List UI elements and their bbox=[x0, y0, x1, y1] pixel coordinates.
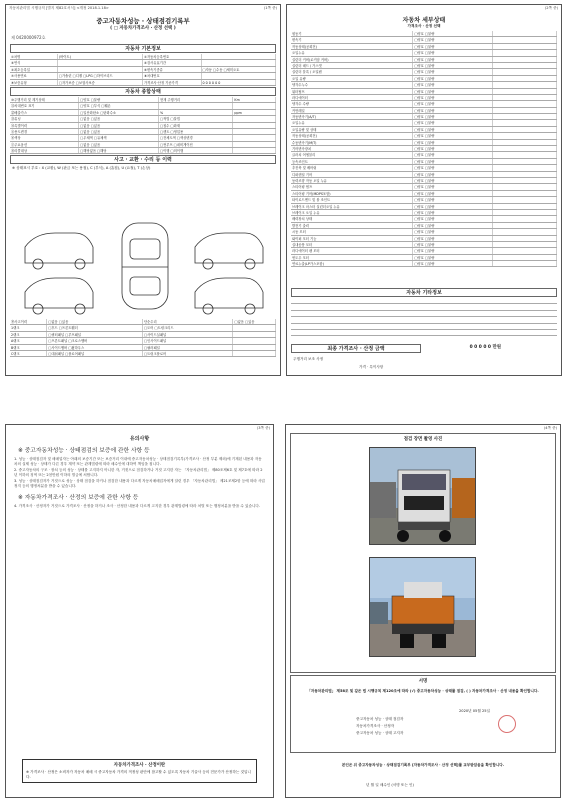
table-cell: 가격조사·산정 기준가격 bbox=[143, 80, 202, 85]
detail-item-state: □양호 □불량 bbox=[413, 210, 493, 215]
table-cell: □후드 □프론트휀더 bbox=[47, 325, 143, 330]
heading-2: ※ 자동차가격조사 · 산정의 보증에 관한 사항 등 bbox=[18, 494, 139, 501]
detail-item-state: □양호 □불량 bbox=[413, 31, 493, 36]
table-cell bbox=[58, 67, 143, 72]
detail-item-state: □양호 □불량 bbox=[413, 152, 493, 157]
detail-item-note bbox=[493, 63, 557, 68]
detail-item-state: □양호 □불량 bbox=[413, 37, 493, 42]
table-cell: Km bbox=[233, 97, 276, 102]
detail-item-state: □양호 □불량 bbox=[413, 69, 493, 74]
table-cell: ⑧차대번호 bbox=[143, 73, 202, 78]
overall-state-header: 자동차 종합상태 bbox=[10, 87, 276, 96]
page-1 bbox=[5, 4, 281, 376]
table-cell: □인사이드패널 bbox=[143, 338, 233, 343]
history-table bbox=[6, 319, 280, 357]
detail-item-label: 오일유량 및 상태 bbox=[291, 127, 413, 132]
detail-item-label: 워터펌프 bbox=[291, 89, 413, 94]
detail-item-label: 스티어링 펌프 bbox=[291, 184, 413, 189]
table-cell: □전체도색 □색상변경 bbox=[159, 135, 233, 140]
table-cell: □필러패널 bbox=[143, 345, 233, 350]
truck-front-illustration bbox=[370, 448, 476, 545]
table-cell: ⑥변속기종류 bbox=[143, 67, 202, 72]
table-cell: □이행 □미이행 bbox=[159, 148, 233, 153]
detail-table bbox=[287, 31, 561, 267]
detail-item-label: 연료누출(LP가스포함) bbox=[291, 261, 413, 266]
detail-item-note bbox=[493, 140, 557, 145]
detail-item-note bbox=[493, 248, 557, 253]
table-cell: ⑱리콜대상 bbox=[10, 148, 79, 153]
detail-item-note bbox=[493, 223, 557, 228]
table-cell: ⑲사고이력 bbox=[10, 319, 47, 324]
detail-item-state: □양호 □불량 bbox=[413, 89, 493, 94]
inspection-photo-front bbox=[369, 447, 476, 545]
table-cell bbox=[233, 129, 276, 134]
detail-item-label: 배력장치 상태 bbox=[291, 216, 413, 221]
table-cell bbox=[202, 73, 276, 78]
detail-item-note bbox=[493, 114, 557, 119]
truck-rear-illustration bbox=[370, 558, 476, 657]
overall-state-table bbox=[10, 97, 276, 155]
table-cell: ⑦사용연료 bbox=[10, 73, 58, 78]
table-cell: ⑯색상 bbox=[10, 135, 79, 140]
detail-row bbox=[291, 261, 557, 267]
page-1-title: 중고자동차성능 · 상태점검기록부 bbox=[96, 17, 190, 25]
detail-item-note bbox=[493, 165, 557, 170]
detail-item-note bbox=[493, 242, 557, 247]
page-1-subtitle: ( □ 자동차가격조사 · 산정 선택 ) bbox=[110, 26, 176, 31]
stamp bbox=[498, 715, 516, 733]
table-cell: (바이트) bbox=[58, 54, 143, 59]
page-1-top-left: 자동차관리법 시행규칙 [별지 제82호서식] <개정 2018.1.18> bbox=[9, 6, 109, 10]
detail-item-label: 동력조향 작동 오일 누유 bbox=[291, 178, 413, 183]
table-cell: ⑤최초등록일 bbox=[10, 67, 58, 72]
table-cell: □프론트패널 □크로스멤버 bbox=[47, 338, 143, 343]
detail-item-label: 오일 유량 bbox=[291, 76, 413, 81]
table-cell: ①차명 bbox=[10, 54, 58, 59]
table-cell: □양호 □부식 □훼손 bbox=[79, 103, 159, 108]
page-1-top-right: (1쪽 중) bbox=[263, 6, 277, 10]
mileage-label: 주행거리 보조 사정 bbox=[293, 357, 324, 361]
detail-item-note bbox=[493, 31, 557, 36]
doc-number: 제 0420000972호 bbox=[11, 35, 46, 40]
detail-item-label: 원동기 bbox=[291, 31, 413, 36]
detail-item-note bbox=[493, 152, 557, 157]
table-cell: 현재 주행거리 bbox=[159, 97, 233, 102]
detail-item-state: □양호 □불량 bbox=[413, 178, 493, 183]
detail-item-label: 수동변속기(M/T) bbox=[291, 140, 413, 145]
table-cell: ④검사유효기간 bbox=[143, 60, 202, 65]
page-1-form bbox=[6, 43, 280, 172]
table-cell: □없음 □있음 bbox=[233, 319, 276, 324]
detail-item-state: □양호 □불량 bbox=[413, 248, 493, 253]
detail-item-state: □양호 □불량 bbox=[413, 229, 493, 234]
other-info-header: 자동차 기타정보 bbox=[291, 288, 557, 297]
detail-item-state: □양호 □불량 bbox=[413, 127, 493, 132]
detail-item-note bbox=[493, 95, 557, 100]
page-4 bbox=[285, 424, 561, 798]
detail-item-note bbox=[493, 159, 557, 164]
detail-item-note bbox=[493, 101, 557, 106]
table-cell: □없음 □있음 bbox=[47, 319, 143, 324]
info-box-text: ※ 가격조사 · 산정은 소비자가 자동차 매매 시 중고자동차 가격의 적정성 판단에 참고할 수 있도록 자동차 기술사 등의 전문가가 산정하는 것입니다. bbox=[26, 770, 251, 779]
detail-item-note bbox=[493, 229, 557, 234]
receiver-line: 년 월 일 매수인 (서명 또는 인) bbox=[366, 783, 414, 787]
detail-item-state: □양호 □불량 bbox=[413, 108, 493, 113]
detail-item-note bbox=[493, 37, 557, 42]
detail-item-note bbox=[493, 261, 557, 266]
other-info-row bbox=[291, 330, 557, 336]
table-cell bbox=[202, 60, 276, 65]
sign-frame bbox=[290, 675, 556, 753]
accident-note: ※ 상태표시 부호 : X (교환), W (판금 또는 용접), C (부식), A (흠집), U (요철), T (손상) bbox=[12, 166, 151, 171]
table-cell bbox=[202, 54, 276, 59]
detail-item-note bbox=[493, 76, 557, 81]
basic-info-table bbox=[10, 54, 276, 86]
table-cell: □자가보증 □보험사보증 bbox=[58, 80, 143, 85]
detail-item-note bbox=[493, 44, 557, 49]
table-cell: % bbox=[159, 110, 233, 115]
table-cell: □도어 □트렁크리드 bbox=[143, 325, 233, 330]
table-cell: ⑨보증유형 bbox=[10, 80, 58, 85]
detail-item-note bbox=[493, 216, 557, 221]
detail-item-label: 라디에이터 bbox=[291, 95, 413, 100]
table-cell: □대쉬패널 □플로어패널 bbox=[47, 351, 143, 356]
detail-item-note bbox=[493, 178, 557, 183]
detail-item-note bbox=[493, 120, 557, 125]
page-3 bbox=[5, 424, 274, 798]
table-cell bbox=[58, 60, 143, 65]
final-price-amount: 0 0 0 0 0 만원 bbox=[469, 345, 501, 350]
table-cell bbox=[233, 142, 276, 147]
detail-item-note bbox=[493, 172, 557, 177]
detail-item-label: 작동상태(공회전) bbox=[291, 133, 413, 138]
table-cell bbox=[233, 103, 276, 108]
detail-item-note bbox=[493, 108, 557, 113]
detail-item-state: □양호 □불량 bbox=[413, 172, 493, 177]
trailer-label: 가격 · 특이사항 bbox=[359, 365, 384, 369]
detail-item-note bbox=[493, 184, 557, 189]
detail-item-state: □양호 □불량 bbox=[413, 140, 493, 145]
page-4-top-right: (4쪽 중) bbox=[543, 426, 557, 430]
note-1: 1. 성능 · 상태점검자 및 매매업자는 아래의 보증기간 또는 보증거리 이내에 중고자동차성능 · 상태점검기록부(가격조사 · 산정 부분 제외)에 기재된 내용과 자동차의 실제 성능 · 상태가 다른 경우 계약 또는 관계법령에 따라 매수인에 대하여 책임을 집니다. bbox=[14, 457, 262, 466]
detail-item-label: 브레이크 마스터 실린더오일 누유 bbox=[291, 204, 413, 209]
other-info-table bbox=[287, 298, 561, 336]
detail-item-label: 디퍼렌셜 기어 bbox=[291, 172, 413, 177]
detail-item-note bbox=[493, 89, 557, 94]
page-3-title: 유의사항 bbox=[129, 436, 150, 442]
detail-item-label: 발전기 출력 bbox=[291, 223, 413, 228]
detail-item-state: □양호 □불량 bbox=[413, 197, 493, 202]
table-cell: □무채색 □유채색 bbox=[79, 135, 159, 140]
table-cell: ⑬튜닝 bbox=[10, 116, 79, 121]
detail-item-state: □양호 □불량 bbox=[413, 223, 493, 228]
detail-item-label: 시동 모터 bbox=[291, 229, 413, 234]
table-cell bbox=[233, 332, 276, 337]
detail-item-label: 오일누유 bbox=[291, 120, 413, 125]
table-cell: ⑰주요옵션 bbox=[10, 142, 79, 147]
page-2-top-right: (2쪽 중) bbox=[544, 6, 558, 10]
detail-item-label: 실린더 커버(로커암 커버) bbox=[291, 57, 413, 62]
table-cell: ⑭특별이력 bbox=[10, 123, 79, 128]
table-cell bbox=[233, 123, 276, 128]
table-cell: □사이드실패널 bbox=[143, 332, 233, 337]
table-cell: C랭크 bbox=[10, 351, 47, 356]
detail-item-label: 기어변속장치 bbox=[291, 146, 413, 151]
table-cell: ⑪차대번호 표기 bbox=[10, 103, 79, 108]
detail-item-state: □양호 □불량 bbox=[413, 184, 493, 189]
detail-item-state: □양호 □불량 bbox=[413, 242, 493, 247]
detail-item-state: □양호 □불량 bbox=[413, 165, 493, 170]
signer-2: 자동차가격조사 · 산정자 bbox=[356, 724, 395, 728]
table-cell bbox=[233, 135, 276, 140]
detail-item-state: □양호 □불량 bbox=[413, 57, 493, 62]
signer-3: 중고자동차 성능 · 상태 고지자 bbox=[356, 731, 404, 735]
page-2 bbox=[286, 4, 562, 376]
detail-item-label: 타이로드엔드 및 볼 조인트 bbox=[291, 197, 413, 202]
detail-item-label: 클러치 어셈블리 bbox=[291, 152, 413, 157]
table-row bbox=[10, 351, 276, 357]
table-cell: □해당없음 □해당 bbox=[79, 148, 159, 153]
table-cell bbox=[233, 338, 276, 343]
table-cell bbox=[159, 103, 233, 108]
table-cell: 2랭크 bbox=[10, 332, 47, 337]
table-row bbox=[10, 80, 276, 86]
table-cell: □없음 □있음 bbox=[79, 142, 159, 147]
page-3-top-right: (3쪽 중) bbox=[256, 426, 270, 430]
detail-item-label: 실내송풍 모터 bbox=[291, 242, 413, 247]
detail-item-state: □양호 □불량 bbox=[413, 63, 493, 68]
table-cell: □트렁크플로어 bbox=[143, 351, 233, 356]
table-cell: ②자동차등록번호 bbox=[143, 54, 202, 59]
info-box-title: 자동차가격조사 · 산정이란 bbox=[113, 762, 166, 768]
detail-item-note bbox=[493, 57, 557, 62]
detail-item-state: □양호 □불량 bbox=[413, 44, 493, 49]
detail-item-state: □양호 □불량 bbox=[413, 95, 493, 100]
table-cell: □적법 □불법 bbox=[159, 116, 233, 121]
detail-item-label: 등속조인트 bbox=[291, 159, 413, 164]
detail-item-note bbox=[493, 133, 557, 138]
table-cell: ⑫배출가스 bbox=[10, 110, 79, 115]
detail-item-label: 스티어링 기어(MDPS포함) bbox=[291, 191, 413, 196]
detail-item-label: 오일누유 bbox=[291, 50, 413, 55]
detail-item-label: 와이퍼 모터 기능 bbox=[291, 236, 413, 241]
table-cell bbox=[233, 148, 276, 153]
page-2-subtitle: 가격조사 · 산정 선택 bbox=[407, 24, 441, 28]
table-cell: □침수 □화재 bbox=[159, 123, 233, 128]
detail-item-note bbox=[493, 236, 557, 241]
detail-item-state: □양호 □불량 bbox=[413, 216, 493, 221]
signer-1: 중고자동차 성능 · 상태 점검자 bbox=[356, 717, 404, 721]
table-cell: □사이드멤버 □휠하우스 bbox=[47, 345, 143, 350]
detail-item-state: □양호 □불량 bbox=[413, 50, 493, 55]
detail-item-state: □양호 □불량 bbox=[413, 101, 493, 106]
info-box bbox=[22, 759, 257, 783]
detail-item-label: 냉각수누수 bbox=[291, 82, 413, 87]
heading-1: ※ 중고자동차성능 · 상태점검의 보증에 관한 사항 등 bbox=[18, 448, 150, 454]
detail-item-label: 브레이크 오일 누유 bbox=[291, 210, 413, 215]
table-cell: □자동 □수동 □세미오토 bbox=[202, 67, 276, 72]
detail-item-note bbox=[493, 197, 557, 202]
detail-item-note bbox=[493, 191, 557, 196]
detail-item-state: □양호 □불량 bbox=[413, 261, 493, 266]
page-2-title: 자동차 세부상태 bbox=[402, 17, 446, 24]
footer-text: 본인은 위 중고자동차성능 · 상태점검기록부 [자동차가격조사 · 산정 선택]를 교부받았음을 확인합니다. bbox=[341, 763, 505, 767]
detail-item-label: 실린더 헤드 / 가스켓 bbox=[291, 63, 413, 68]
sign-title: 서명 bbox=[418, 679, 428, 684]
table-cell bbox=[233, 351, 276, 356]
detail-item-state: □양호 □불량 bbox=[413, 114, 493, 119]
sign-text: 「자동차관리법」 제58조 및 같은 법 시행규칙 제120조에 따라 (√) 중고자동차성능 · 상태를 점검, ( ) 자동차가격조사 · 산정 내용을 확인합니다. bbox=[307, 689, 539, 693]
detail-item-state: □양호 □불량 bbox=[413, 146, 493, 151]
table-cell: □없음 □있음 bbox=[79, 123, 159, 128]
basic-info-header: 자동차 기본정보 bbox=[10, 44, 276, 53]
detail-item-state: □양호 □불량 bbox=[413, 82, 493, 87]
table-cell bbox=[233, 325, 276, 330]
detail-item-label: 실린더 블록 / 오일팬 bbox=[291, 69, 413, 74]
detail-item-state: □양호 □불량 bbox=[413, 236, 493, 241]
final-price-header: 최종 가격조사 · 산정 금액 bbox=[291, 344, 421, 353]
table-cell: □일산화탄소 □탄화수소 bbox=[79, 110, 159, 115]
detail-item-note bbox=[493, 127, 557, 132]
table-cell bbox=[233, 116, 276, 121]
detail-item-note bbox=[493, 50, 557, 55]
detail-item-note bbox=[493, 204, 557, 209]
table-cell: □없음 □있음 bbox=[79, 129, 159, 134]
table-cell: □가솔린 □디젤 □LPG □하이브리드 bbox=[58, 73, 143, 78]
table-cell: ③연식 bbox=[10, 60, 58, 65]
detail-item-state: □양호 □불량 bbox=[413, 76, 493, 81]
table-cell: 0 0 0 0 0 0 bbox=[202, 80, 276, 85]
detail-item-label: 자동변속기(A/T) bbox=[291, 114, 413, 119]
detail-item-label: 작동상태(공회전) bbox=[291, 44, 413, 49]
detail-item-label: 추진축 및 베어링 bbox=[291, 165, 413, 170]
inspection-photo-rear bbox=[369, 557, 476, 657]
detail-item-note bbox=[493, 69, 557, 74]
detail-item-state: □양호 □불량 bbox=[413, 120, 493, 125]
table-cell: B랭크 bbox=[10, 345, 47, 350]
car-diagram bbox=[10, 217, 278, 317]
detail-item-state: □양호 □불량 bbox=[413, 204, 493, 209]
detail-item-label: 라디에이터 팬 모터 bbox=[291, 248, 413, 253]
detail-item-note bbox=[493, 255, 557, 260]
sign-date: 2020년 05월 25일 bbox=[459, 709, 490, 713]
note-3: 3. 성능 · 상태점검자가 거짓으로 성능 · 상태 점검을 하거나 점검한 내용과 다르게 자동차매매업자에게 알린 경우 「자동차관리법」 제21조제2항 등에 따라 사업정지 등의 행정처분을 받을 수 있습니다. bbox=[14, 479, 265, 488]
detail-item-state: □양호 □불량 bbox=[413, 255, 493, 260]
table-cell: □쿼터패널 □루프패널 bbox=[47, 332, 143, 337]
table-cell: A랭크 bbox=[10, 338, 47, 343]
detail-item-state: □양호 □불량 bbox=[413, 191, 493, 196]
photo-title: 점검 장면 촬영 사진 bbox=[403, 437, 443, 442]
detail-item-note bbox=[493, 146, 557, 151]
table-cell: □없음 □있음 bbox=[79, 116, 159, 121]
table-cell: ⑮용도변경 bbox=[10, 129, 79, 134]
table-cell: ppm bbox=[233, 110, 276, 115]
detail-item-note bbox=[493, 82, 557, 87]
note-2: 2. 중고자동차의 구조 · 장치 등의 성능 · 상태를 고지하지 아니한 자, 거짓으로 점검하거나 거짓 고지한 자는 「자동차관리법」 제80조제6호 및 제7호에 따라 2년 이하의 징역 또는 2천만원 이하의 벌금에 처합니다. bbox=[14, 468, 263, 477]
table-cell: □양호 □불량 bbox=[79, 97, 159, 102]
table-row bbox=[10, 148, 276, 154]
note-4: 4. 가격조사 · 산정자가 거짓으로 가격조사 · 산정을 하거나 조사 · 산정한 내용과 다르게 고지한 경우 관계법령에 따라 처벌 또는 행정처분을 받을 수 있습니다. bbox=[14, 503, 261, 508]
table-cell: 1랭크 bbox=[10, 325, 47, 330]
detail-item-state: □양호 □불량 bbox=[413, 133, 493, 138]
detail-item-label: 커먼레일 bbox=[291, 108, 413, 113]
table-cell: ⑩주행거리 및 계기상태 bbox=[10, 97, 79, 102]
detail-item-label: 변속기 bbox=[291, 37, 413, 42]
table-cell bbox=[233, 345, 276, 350]
detail-item-state: □양호 □불량 bbox=[413, 159, 493, 164]
table-cell: 단순수리 bbox=[143, 319, 233, 324]
detail-item-label: 윈도우 모터 bbox=[291, 255, 413, 260]
detail-item-note bbox=[493, 210, 557, 215]
table-cell: □썬루프 □네비게이션 bbox=[159, 142, 233, 147]
detail-item-label: 냉각수 수량 bbox=[291, 101, 413, 106]
accident-history-header: 사고 · 교환 · 수리 등 이력 bbox=[10, 155, 276, 164]
table-cell: □렌트 □영업용 bbox=[159, 129, 233, 134]
